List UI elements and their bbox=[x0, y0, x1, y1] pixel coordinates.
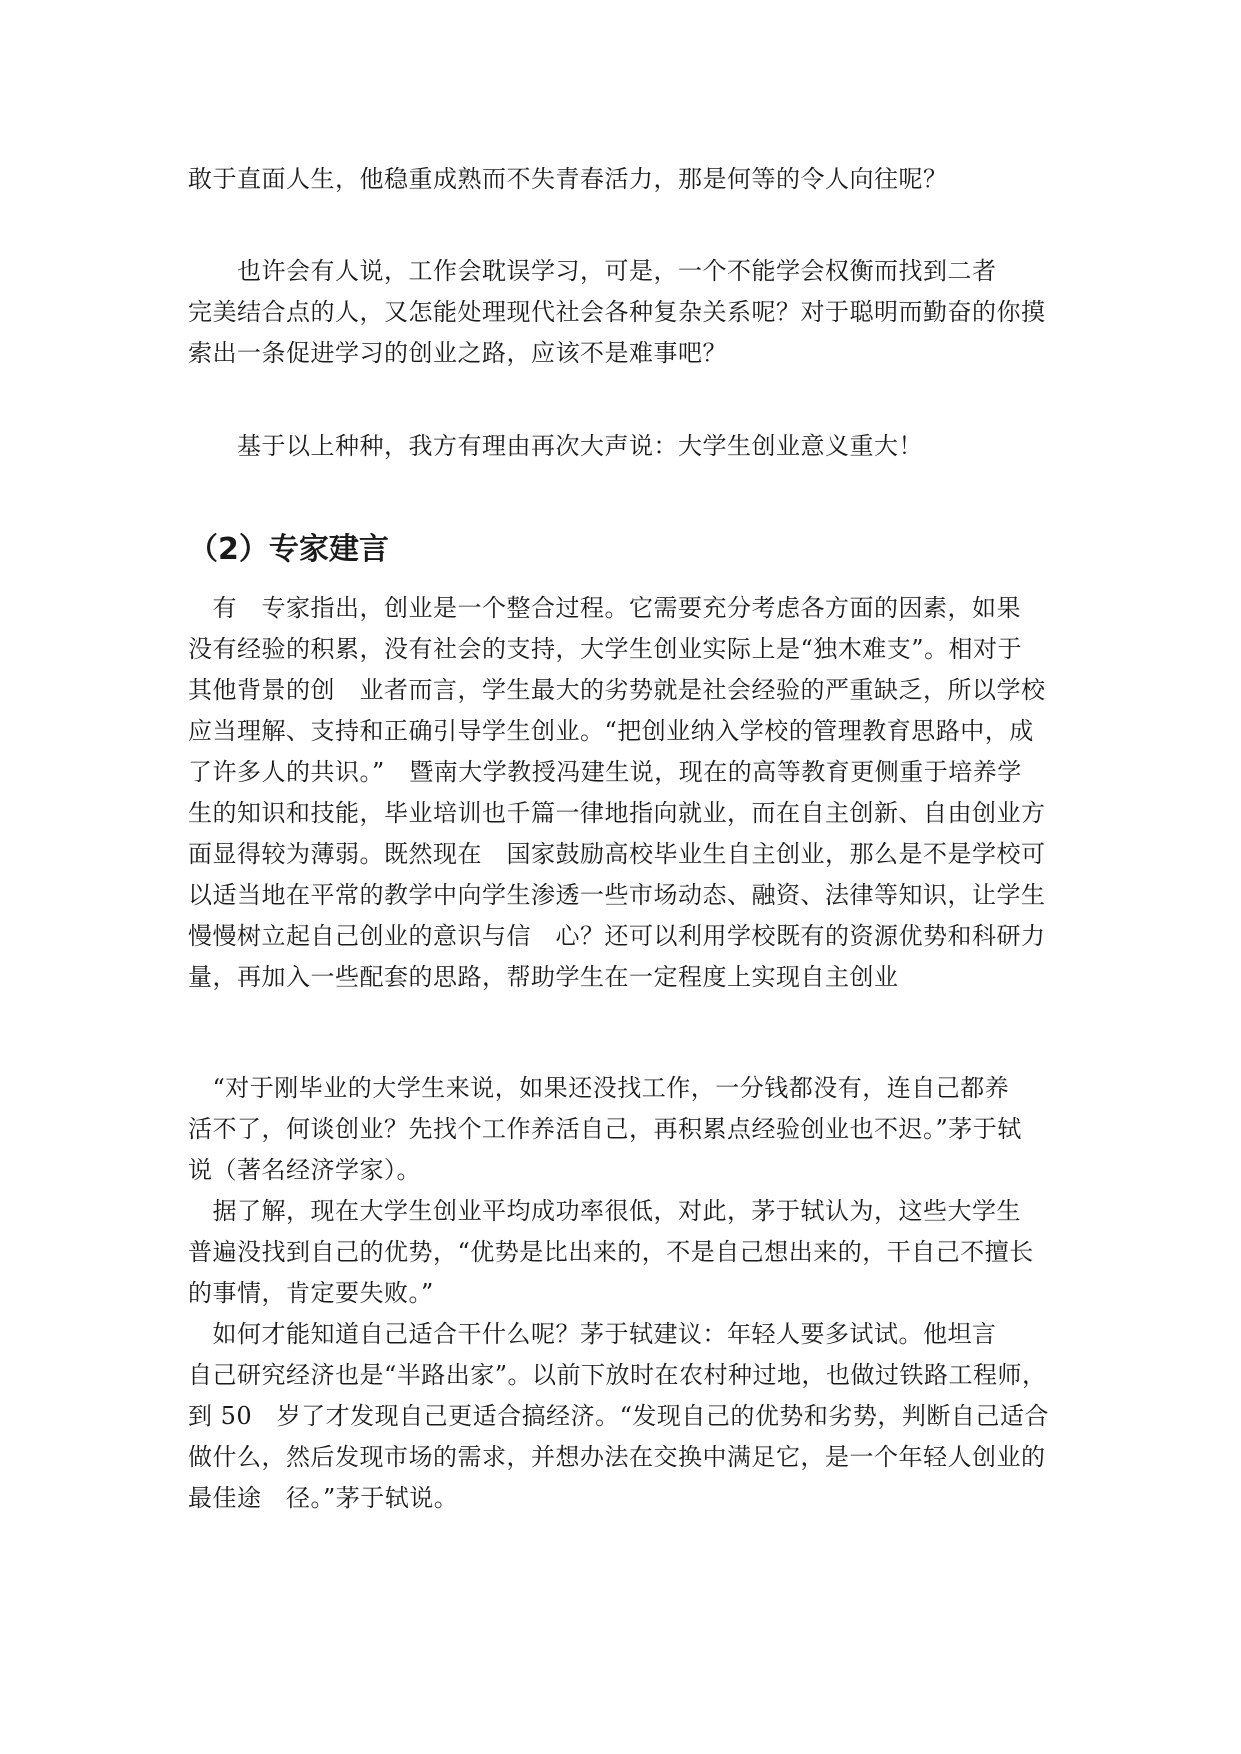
paragraph-4-line-7: 面显得较为薄弱。既然现在 国家鼓励高校毕业生自主创业，那么是不是学校可 bbox=[188, 840, 1046, 868]
paragraph-5-line-3: 说（著名经济学家）。 bbox=[188, 1156, 421, 1184]
paragraph-4-line-8: 以适当地在平常的教学中向学生渗透一些市场动态、融资、法律等知识，让学生 bbox=[188, 881, 1046, 909]
paragraph-7-line-5: 最佳途 径。”茅于轼说。 bbox=[188, 1484, 459, 1512]
paragraph-4-line-9: 慢慢树立起自己创业的意识与信 心？还可以利用学校既有的资源优势和科研力 bbox=[188, 922, 1046, 950]
paragraph-6-line-3: 的事情，肯定要失败。” bbox=[188, 1279, 434, 1307]
paragraph-4-line-5: 了许多人的共识。” 暨南大学教授冯建生说，现在的高等教育更侧重于培养学 bbox=[188, 758, 1022, 786]
paragraph-4-line-6: 生的知识和技能，毕业培训也千篇一律地指向就业，而在自主创新、自由创业方 bbox=[188, 799, 1046, 827]
paragraph-4-line-10: 量，再加入一些配套的思路，帮助学生在一定程度上实现自主创业 bbox=[188, 963, 899, 991]
paragraph-2-line-2: 完美结合点的人，又怎能处理现代社会各种复杂关系呢？对于聪明而勤奋的你摸 bbox=[188, 298, 1046, 326]
paragraph-1-line-1: 敢于直面人生，他稳重成熟而不失青春活力，那是何等的令人向往呢？ bbox=[188, 165, 948, 193]
paragraph-4-line-1: 有 专家指出，创业是一个整合过程。它需要充分考虑各方面的因素，如果 bbox=[188, 594, 1021, 622]
paragraph-5-line-2: 活不了，何谈创业？先找个工作养活自己，再积累点经验创业也不迟。”茅于轼 bbox=[188, 1115, 1022, 1143]
paragraph-3-line-1: 基于以上种种，我方有理由再次大声说：大学生创业意义重大！ bbox=[188, 432, 923, 460]
paragraph-7-line-1: 如何才能知道自己适合干什么呢？茅于轼建议：年轻人要多试试。他坦言 bbox=[188, 1320, 997, 1348]
section-heading: （2）专家建言 bbox=[188, 532, 389, 567]
paragraph-4-line-2: 没有经验的积累，没有社会的支持，大学生创业实际上是“独木难支”。相对于 bbox=[188, 635, 1023, 663]
paragraph-7-line-2: 自己研究经济也是“半路出家”。以前下放时在农村种过地，也做过铁路工程师， bbox=[188, 1361, 1047, 1389]
paragraph-5-line-1: “对于刚毕业的大学生来说，如果还没找工作，一分钱都没有，连自己都养 bbox=[188, 1074, 1010, 1102]
paragraph-6-line-1: 据了解，现在大学生创业平均成功率很低，对此，茅于轼认为，这些大学生 bbox=[188, 1197, 1021, 1225]
paragraph-2-line-3: 索出一条促进学习的创业之路，应该不是难事吧？ bbox=[188, 339, 727, 367]
paragraph-4-line-4: 应当理解、支持和正确引导学生创业。“把创业纳入学校的管理教育思路中，成 bbox=[188, 717, 1034, 745]
paragraph-2-line-1: 也许会有人说，工作会耽误学习，可是，一个不能学会权衡而找到二者 bbox=[188, 257, 997, 285]
paragraph-6-line-2: 普遍没找到自己的优势，“优势是比出来的，不是自己想出来的，干自己不擅长 bbox=[188, 1238, 1034, 1266]
paragraph-7-line-3: 到 50 岁了才发现自己更适合搞经济。“发现自己的优势和劣势，判断自己适合 bbox=[188, 1402, 1049, 1430]
paragraph-7-line-4: 做什么，然后发现市场的需求，并想办法在交换中满足它，是一个年轻人创业的 bbox=[188, 1443, 1046, 1471]
paragraph-4-line-3: 其他背景的创 业者而言，学生最大的劣势就是社会经验的严重缺乏，所以学校 bbox=[188, 676, 1046, 704]
